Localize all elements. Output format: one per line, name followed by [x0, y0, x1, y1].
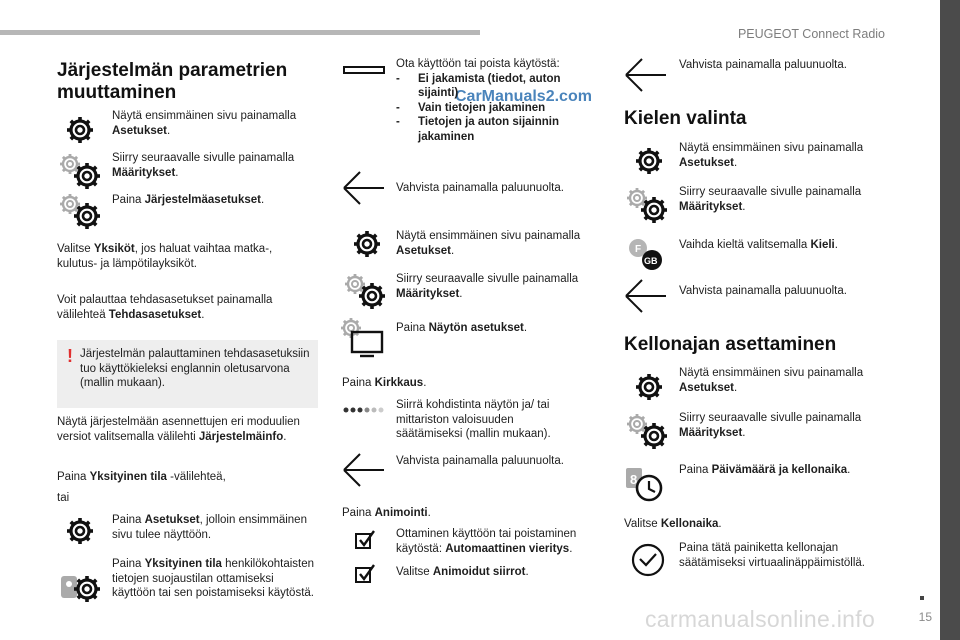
double-gear-icon — [55, 150, 105, 192]
col3-confirm2: Vahvista painamalla paluunuolta. — [679, 285, 847, 297]
text: Valitse — [57, 243, 94, 255]
keyword: Yksiköt — [93, 243, 135, 255]
text: Paina — [342, 507, 375, 519]
col2-animation: Paina Animointi. — [342, 507, 431, 519]
text: Paina — [112, 514, 145, 526]
text: Paina — [396, 322, 429, 334]
text: henkilökohtaisten tietojen suojaustilan ottamiseksi käyttöön tai sen poistamiseksi käytöstä. — [112, 558, 315, 599]
back-arrow-icon — [624, 57, 670, 95]
clock-calendar-icon — [622, 462, 668, 504]
col2-step3: Paina Näytön asetukset. — [396, 322, 528, 334]
keyword: Tehdasasetukset — [108, 308, 202, 321]
page-side-strip — [940, 0, 960, 640]
step-keyword: Määritykset — [112, 166, 176, 179]
toggle-option: - Tietojen ja auton sijainnin jakaminen — [396, 115, 586, 144]
keyword: Yksityinen tila — [89, 471, 167, 483]
keyword: Animoidut siirrot — [432, 566, 526, 578]
text: Paina — [679, 464, 712, 476]
text: Näytä järjestelmään asennettujen eri moduulien versiot valitsemalla välilehti — [57, 416, 300, 443]
col2-step2: Siirry seuraavalle sivulle painamalla Määritykset. — [396, 273, 579, 300]
toggle-option: - Vain tietojen jakaminen — [396, 101, 586, 116]
gear-icon — [62, 112, 98, 148]
col3-date: Paina Päivämäärä ja kellonaika. — [679, 464, 851, 476]
checkbox-icon — [354, 528, 378, 552]
text: Näytä ensimmäinen sivu painamalla — [396, 230, 581, 242]
keyword: Asetukset — [679, 381, 734, 394]
text: Näytä ensimmäinen sivu painamalla — [679, 142, 864, 154]
text: Valitse — [624, 518, 661, 530]
gear-icon — [631, 143, 667, 179]
keyword: Asetukset — [144, 514, 200, 526]
section-title-system: Järjestelmän parametrien muuttaminen — [57, 60, 288, 103]
keyword: Automaattinen vieritys — [445, 542, 570, 555]
keyword: Kieli — [810, 239, 835, 251]
back-arrow-icon — [342, 170, 388, 208]
page-number: 15 — [918, 610, 932, 624]
step-keyword: Asetukset — [112, 124, 167, 137]
checkbox-icon — [354, 562, 378, 586]
privacy-lock-icon — [55, 562, 105, 606]
col2-confirm1: Vahvista painamalla paluunuolta. — [396, 182, 564, 194]
col1-step4 — [112, 513, 317, 542]
col2-step1: Näytä ensimmäinen sivu painamalla Asetukset. — [396, 230, 581, 257]
keyword: Kellonaika — [660, 518, 719, 530]
col1-step3: Paina Järjestelmäasetukset. — [112, 194, 265, 206]
col3-step2: Siirry seuraavalle sivulle painamalla Määritykset. — [679, 186, 862, 213]
double-gear-icon — [340, 270, 390, 312]
text: Siirry seuraavalle sivulle painamalla — [396, 273, 579, 285]
footer-watermark: carmanualsonline.info — [645, 606, 876, 632]
toggle-intro: Ota käyttöön tai poista käytöstä: — [396, 58, 560, 70]
col3-step1: Näytä ensimmäinen sivu painamalla Asetukset. — [679, 142, 864, 169]
keyword: Yksityinen tila — [144, 558, 222, 570]
gear-icon — [631, 369, 667, 405]
col2-toggle-block — [396, 57, 586, 144]
section-title-clock: Kellonajan asettaminen — [624, 334, 837, 355]
col1-step1: Näytä ensimmäinen sivu painamalla Asetukset. — [112, 110, 297, 137]
col3-step3: Näytä ensimmäinen sivu painamalla Asetukset. — [679, 367, 864, 394]
text: Voit palauttaa tehdasasetukset painamalla välilehteä — [57, 294, 273, 321]
watermark-logo: CarManuals2.com — [455, 88, 592, 105]
col2-slider-text: Siirrä kohdistinta näytön ja/ tai mittariston valoisuuden säätämiseksi (mallin mukaan). — [396, 399, 551, 440]
circle-check-icon — [630, 542, 666, 578]
double-gear-icon — [622, 184, 672, 226]
gear-icon — [349, 226, 385, 262]
text: Ottaminen käyttöön tai poistaminen käytöstä: — [396, 528, 577, 555]
step-text: Siirry seuraavalle sivulle painamalla — [112, 152, 295, 164]
text: Paina — [57, 471, 90, 483]
col3-keyboard: Paina tätä painiketta kellonajan säätämiseksi virtuaalinäppäimistöllä. — [679, 542, 865, 569]
warning-exclamation-icon: ! — [67, 346, 73, 366]
brightness-dots-icon — [342, 404, 388, 416]
keyword: Asetukset — [396, 244, 451, 257]
col3-step4: Siirry seuraavalle sivulle painamalla Määritykset. — [679, 412, 862, 439]
col1-step5 — [112, 557, 317, 601]
header-rule — [0, 30, 480, 35]
text: Paina — [342, 377, 375, 389]
minus-bar-icon — [343, 66, 385, 74]
col2-confirm2: Vahvista painamalla paluunuolta. — [396, 455, 564, 467]
col2-brightness: Paina Kirkkaus. — [342, 377, 427, 389]
svg-text:GB: GB — [644, 256, 658, 266]
step-keyword: Järjestelmäasetukset — [144, 194, 261, 206]
screen-settings-icon — [340, 318, 390, 360]
keyword: Kirkkaus — [374, 377, 424, 389]
svg-text:8: 8 — [630, 472, 638, 487]
col2-smooth: Valitse Animoidut siirrot. — [396, 566, 529, 578]
svg-text:F: F — [635, 244, 642, 255]
step-text: Paina — [112, 194, 145, 206]
col3-clock-select: Valitse Kellonaika. — [624, 518, 722, 530]
col3-language: Vaihda kieltä valitsemalla Kieli. — [679, 239, 838, 251]
text: -välilehteä, — [166, 471, 226, 483]
col1-or-text: tai — [57, 492, 70, 504]
keyword: Päivämäärä ja kellonaika — [711, 464, 848, 476]
keyword: Näytön asetukset — [428, 322, 524, 334]
col1-info-text: Näytä järjestelmään asennettujen eri moduulien versiot valitsemalla välilehti Järjestelmäinfo. — [57, 416, 300, 443]
col2-autoscroll: Ottaminen käyttöön tai poistaminen käytöstä: Automaattinen vieritys. — [396, 528, 577, 555]
col1-reset-text: Voit palauttaa tehdasasetukset painamalla välilehteä Tehdasasetukset. — [57, 294, 273, 321]
step-text: Näytä ensimmäinen sivu painamalla — [112, 110, 297, 122]
text: , jolloin ensimmäinen sivu tulee näyttöön. — [112, 514, 307, 541]
keyword: Järjestelmäinfo — [198, 430, 284, 443]
keyword: Määritykset — [679, 426, 743, 439]
continue-marker — [920, 596, 924, 600]
double-gear-icon — [55, 190, 105, 232]
text: Siirry seuraavalle sivulle painamalla — [679, 186, 862, 198]
text: Vaihda kieltä valitsemalla — [679, 239, 811, 251]
col3-confirm1: Vahvista painamalla paluunuolta. — [679, 59, 847, 71]
text: Näytä ensimmäinen sivu painamalla — [679, 367, 864, 379]
text: Paina — [112, 558, 145, 570]
keyword: Asetukset — [679, 156, 734, 169]
text: Siirry seuraavalle sivulle painamalla — [679, 412, 862, 424]
keyword: Määritykset — [396, 287, 460, 300]
toggle-option: - Ei jakamista (tiedot, auton sijainti) — [396, 72, 586, 101]
col1-step2: Siirry seuraavalle sivulle painamalla Määritykset. — [112, 152, 295, 179]
header-title: PEUGEOT Connect Radio — [737, 27, 885, 41]
back-arrow-icon — [342, 452, 388, 490]
text: , jos haluat vaihtaa matka-, kulutus- ja lämpötilayksiköt. — [57, 243, 273, 270]
warning-text: Järjestelmän palauttaminen tehdasasetuksiin tuo käyttökieleksi englannin oletusarvona (mallin mukaan). — [80, 348, 310, 389]
double-gear-icon — [622, 410, 672, 452]
keyword: Määritykset — [679, 200, 743, 213]
col1-privacy-text — [57, 470, 312, 485]
keyword: Animointi — [374, 507, 428, 519]
col1-units-text — [57, 242, 312, 271]
section-title-language: Kielen valinta — [624, 108, 747, 129]
text: Valitse — [396, 566, 433, 578]
language-flag-icon — [626, 236, 666, 272]
back-arrow-icon — [624, 278, 670, 316]
gear-icon — [62, 513, 98, 549]
